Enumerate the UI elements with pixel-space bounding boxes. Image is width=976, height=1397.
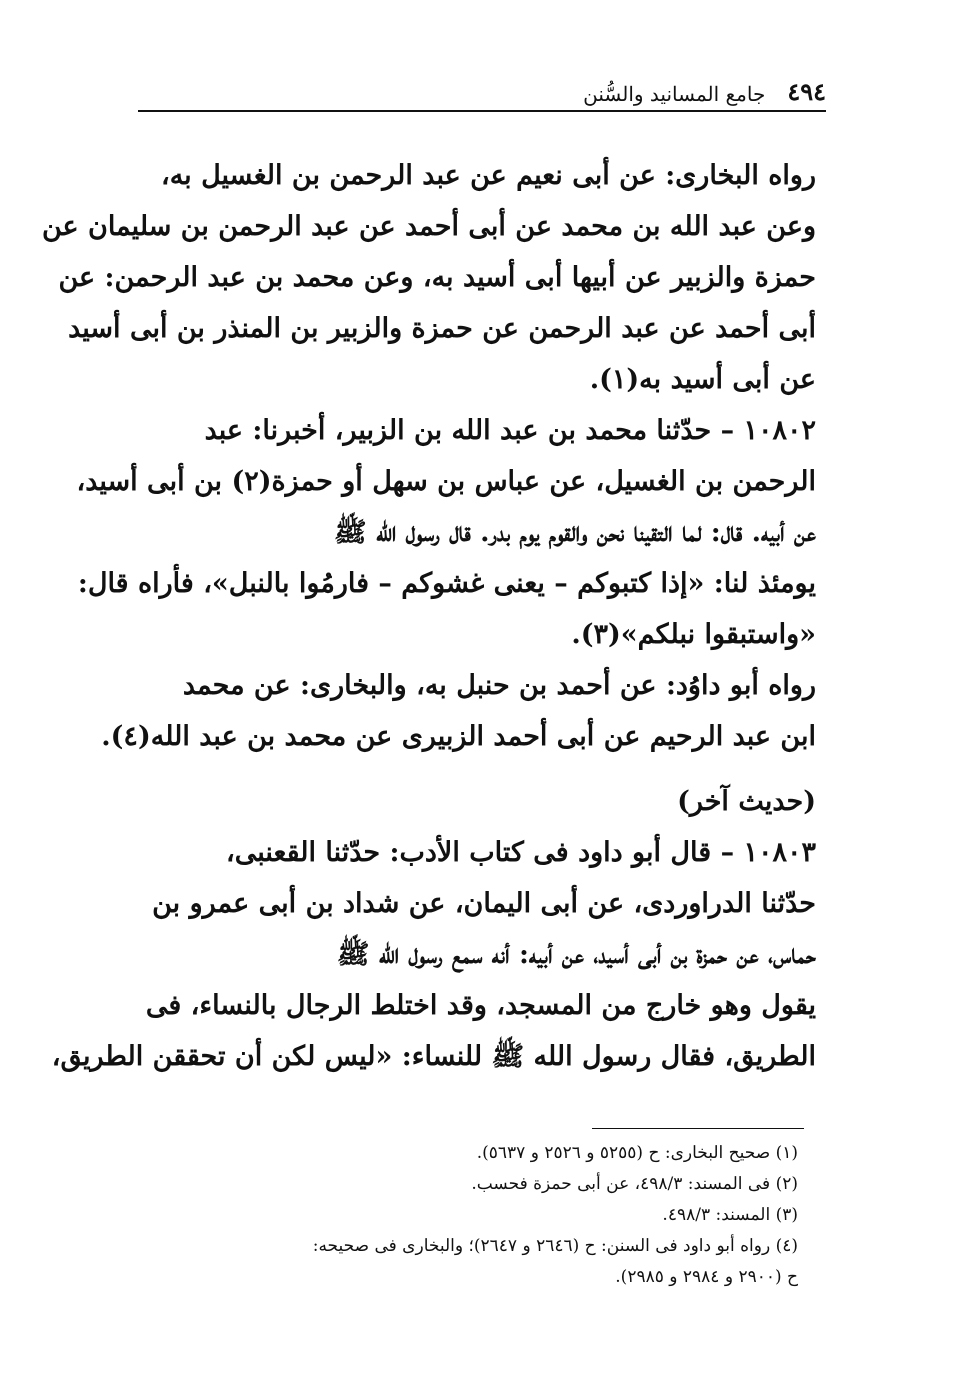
text-line: حماس، عن حمزة بن أبى أسيد، عن أبيه: أنه سمع رسول الله ﷺ xyxy=(336,939,816,970)
text-line: حدّثنا الدراوردى، عن أبى اليمان، عن شداد بن أبى عمرو بن xyxy=(152,888,816,919)
main-text xyxy=(41,150,816,1082)
text-line: حمزة والزبير عن أبيها أبى أسيد به، وعن محمد بن عبد الرحمن: عن xyxy=(58,262,816,293)
text-line: أبى أحمد عن عبد الرحمن عن حمزة والزبير بن المنذر بن أبى أسيد xyxy=(68,313,816,344)
paragraph-4 xyxy=(51,827,816,1082)
footnote-rule xyxy=(592,1128,804,1129)
text-line: عن أبى أسيد به(١). xyxy=(589,364,816,395)
text-line: رواه أبو داوُد: عن أحمد بن حنبل به، والبخارى: عن محمد xyxy=(182,670,816,701)
footnote-4-continuation: ح (٢٩٠٠ و ٢٩٨٤ و ٢٩٨٥). xyxy=(615,1267,798,1287)
paragraph-3 xyxy=(101,660,816,762)
text-line: يقول وهو خارج من المسجد، وقد اختلط الرجال بالنساء، فى xyxy=(145,990,816,1021)
text-line: الطريق، فقال رسول الله ﷺ للنساء: «ليس لكن أن تحققن الطريق، xyxy=(51,1041,816,1072)
footnotes xyxy=(98,1138,798,1293)
text-line: عن أبيه. قال: لما التقينا نحن والقوم يوم بدر. قال رسول الله ﷺ xyxy=(334,517,816,548)
text-line: وعن عبد الله بن محمد عن أبى أحمد عن عبد الرحمن بن سليمان عن xyxy=(41,211,816,242)
footnote-2: (٢) فى المسند: ٤٩٨/٣، عن أبى حمزة فحسب. xyxy=(471,1174,798,1194)
text-line: يومئذ لنا: «إذا كتبوكم – يعنى غشوكم – فارمُوا بالنبل»، فأراه قال: xyxy=(77,568,816,599)
paragraph-2 xyxy=(76,405,816,660)
text-line: رواه البخارى: عن أبى نعيم عن عبد الرحمن بن الغسيل به، xyxy=(160,160,816,191)
text-line: ١٠٨٠٢ – حدّثنا محمد بن عبد الله بن الزبير، أخبرنا: عبد xyxy=(204,415,816,446)
footnote-4: (٤) رواه أبو داود فى السنن: ح (٢٦٤٦ و ٢٦٤٧)؛ والبخارى فى صحيحه: xyxy=(312,1236,798,1256)
page-number: ٤٩٤ xyxy=(787,77,826,106)
footnote-3: (٣) المسند: ٤٩٨/٣. xyxy=(662,1205,798,1225)
paragraph-1 xyxy=(41,150,816,405)
text-line: ١٠٨٠٣ – قال أبو داود فى كتاب الأدب: حدّثنا القعنبى، xyxy=(226,837,816,868)
running-title: جامع المسانيد والسُّنن xyxy=(583,82,766,106)
text-line: الرحمن بن الغسيل، عن عباس بن سهل أو حمزة(٢) بن أبى أسيد، xyxy=(76,466,816,497)
text-line: ابن عبد الرحيم عن أبى أحمد الزبيرى عن محمد بن عبد الله(٤). xyxy=(101,721,816,752)
section-heading: (حديث آخر) xyxy=(677,786,816,817)
text-line: «واستبقوا نبلكم»(٣). xyxy=(571,619,816,650)
header-rule xyxy=(138,110,826,112)
footnote-1: (١) صحيح البخارى: ح (٥٢٥٥ و ٢٥٢٦ و ٥٦٣٧). xyxy=(476,1143,798,1163)
page-header xyxy=(160,70,826,106)
